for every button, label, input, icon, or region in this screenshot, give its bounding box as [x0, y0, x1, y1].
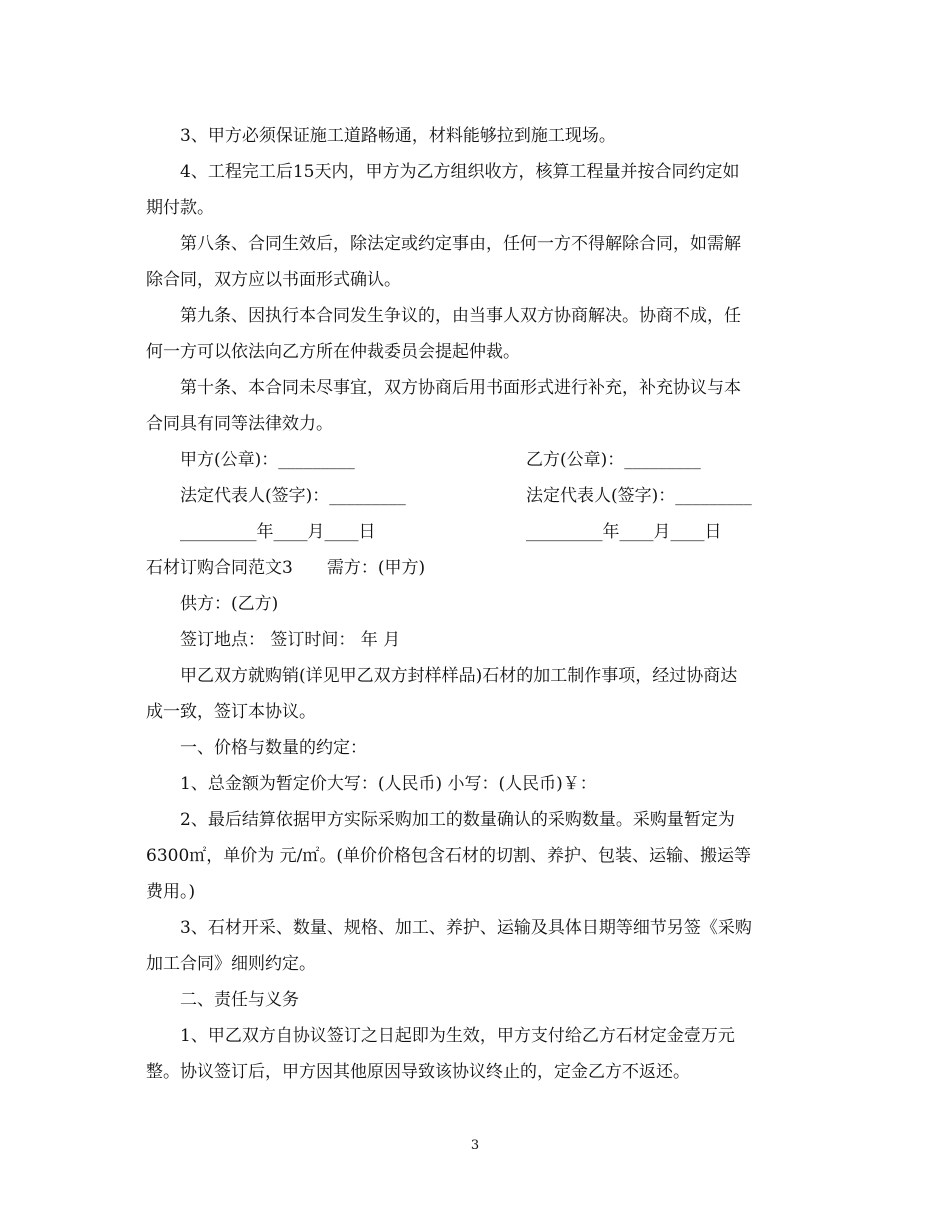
list-item: 3、石材开采、数量、规格、加工、养护、运输及具体日期等细节另签《采购 — [180, 918, 752, 938]
paragraph: 第八条、合同生效后，除法定或约定事由，任何一方不得解除合同，如需解 — [180, 234, 741, 254]
signature-row-date — [146, 514, 806, 550]
paragraph-continuation: 合同具有同等法律效力。 — [146, 414, 333, 434]
paragraph-continuation: 除合同，双方应以书面形式确认。 — [146, 270, 401, 290]
signature-row-representative — [146, 478, 806, 514]
document-body — [146, 118, 806, 1090]
section-heading: 二、责任与义务 — [180, 990, 299, 1010]
signature-row-seal — [146, 442, 806, 478]
list-item: 1、总金额为暂定价大写：(人民币) 小写：(人民币)￥： — [180, 774, 597, 794]
section-title-line — [146, 550, 806, 586]
party-b-seal: 乙方(公章)：_________ — [526, 450, 701, 470]
buyer-line: 需方：(甲方) — [326, 558, 426, 578]
party-b-representative: 法定代表人(签字)：_________ — [526, 486, 752, 506]
paragraph: 第九条、因执行本合同发生争议的，由当事人双方协商解决。协商不成，任 — [180, 306, 741, 326]
party-b-date: _________年____月____日 — [526, 522, 722, 542]
signing-place-time: 签订地点： 签订时间： 年 月 — [180, 630, 401, 650]
paragraph: 第十条、本合同未尽事宜，双方协商后用书面形式进行补充，补充协议与本 — [180, 378, 741, 398]
supplier-line: 供方：(乙方) — [180, 594, 279, 614]
paragraph: 3、甲方必须保证施工道路畅通，材料能够拉到施工现场。 — [180, 126, 616, 146]
paragraph-continuation: 何一方可以依法向乙方所在仲裁委员会提起仲裁。 — [146, 342, 520, 362]
list-item-continuation: 整。协议签订后，甲方因其他原因导致该协议终止的，定金乙方不返还。 — [146, 1062, 690, 1082]
list-item: 1、甲乙双方自协议签订之日起即为生效，甲方支付给乙方石材定金壹万元 — [180, 1026, 735, 1046]
list-item-continuation: 费用。) — [146, 882, 196, 902]
paragraph-continuation: 成一致，签订本协议。 — [146, 702, 316, 722]
paragraph: 甲乙双方就购销(详见甲乙双方封样样品)石材的加工制作事项，经过协商达 — [180, 666, 738, 686]
list-item-continuation: 加工合同》细则约定。 — [146, 954, 316, 974]
party-a-representative: 法定代表人(签字)：_________ — [180, 486, 406, 506]
page-number: 3 — [470, 1138, 480, 1153]
list-item-continuation: 6300㎡，单价为 元/㎡。(单价价格包含石材的切割、养护、包装、运输、搬运等 — [146, 846, 752, 866]
party-a-date: _________年____月____日 — [180, 522, 376, 542]
paragraph: 4、工程完工后15天内，甲方为乙方组织收方，核算工程量并按合同约定如 — [180, 162, 740, 182]
section-title: 石材订购合同范文3 — [146, 558, 293, 578]
party-a-seal: 甲方(公章)：_________ — [180, 450, 355, 470]
list-item: 2、最后结算依据甲方实际采购加工的数量确认的采购数量。采购量暂定为 — [180, 810, 735, 830]
paragraph-continuation: 期付款。 — [146, 198, 214, 218]
section-heading: 一、价格与数量的约定： — [180, 738, 367, 758]
